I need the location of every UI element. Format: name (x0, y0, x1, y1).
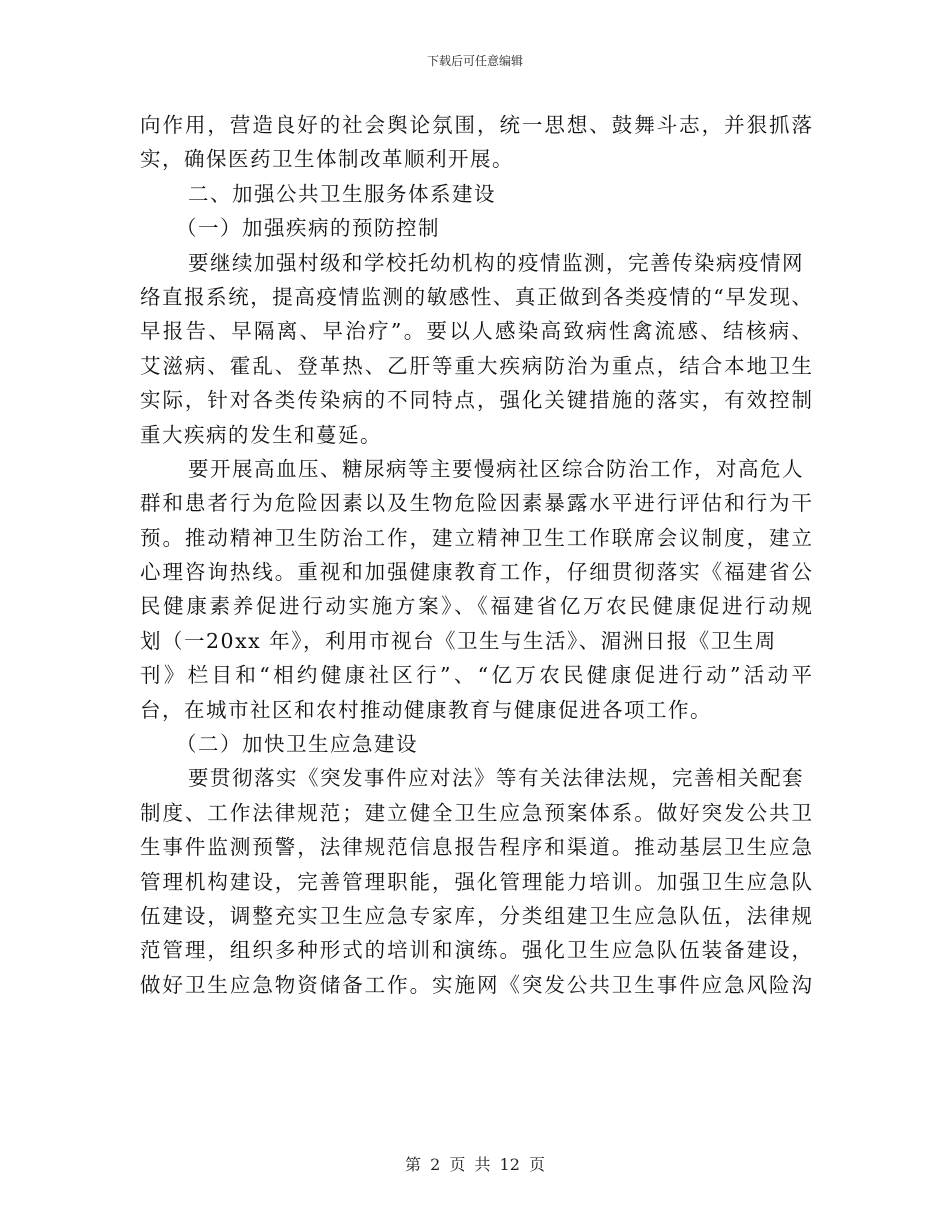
text-line: 生事件监测预警，法律规范信息报告程序和渠道。推动基层卫生应急 (140, 835, 812, 860)
text-line: 向作用，营造良好的社会舆论氛围，统一思想、鼓舞斗志，并狠抓落 (140, 113, 812, 137)
text-line: 制度、工作法律规范；建立健全卫生应急预案体系。做好突发公共卫 (140, 800, 812, 825)
section-heading: 二、加强公共卫生服务体系建设 (188, 181, 496, 206)
document-body (140, 108, 812, 1002)
subsection-heading: （一）加强疾病的预防控制 (176, 216, 440, 241)
text-line: 实，确保医药卫生体制改革顺利开展。 (140, 147, 514, 172)
text-line: 要开展高血压、糖尿病等主要慢病社区综合防治工作，对高危人 (188, 456, 804, 481)
text-line: 预。推动精神卫生防治工作，建立精神卫生工作联席会议制度，建立 (140, 525, 812, 550)
text-line: 管理机构建设，完善管理职能，强化管理能力培训。加强卫生应急队 (140, 869, 812, 894)
text-line: 台，在城市社区和农村推动健康教育与健康促进各项工作。 (140, 697, 712, 722)
text-line: 刊》栏目和“相约健康社区行”、“亿万农民健康促进行动”活动平 (140, 663, 812, 688)
text-line: 重大疾病的发生和蔓延。 (140, 422, 382, 447)
text-line: 络直报系统，提高疫情监测的敏感性、真正做到各类疫情的“早发现、 (140, 284, 812, 309)
text-line: 做好卫生应急物资储备工作。实施网《突发公共卫生事件应急风险沟 (140, 972, 812, 997)
text-line: 民健康素养促进行动实施方案》、《福建省亿万农民健康促进行动规 (140, 594, 812, 619)
text-line: 艾滋病、霍乱、登革热、乙肝等重大疾病防治为重点，结合本地卫生 (140, 353, 812, 378)
text-line: 要继续加强村级和学校托幼机构的疫情监测，完善传染病疫情网 (188, 250, 804, 275)
text-line: 实际，针对各类传染病的不同特点，强化关键措施的落实，有效控制 (140, 388, 812, 413)
text-line: 范管理，组织多种形式的培训和演练。强化卫生应急队伍装备建设， (140, 938, 812, 963)
page-number-footer: 第 2 页 共 12 页 (405, 1155, 545, 1174)
text-line: 划（一20xx 年》，利用市视台《卫生与生活》、湄洲日报《卫生周 (140, 628, 777, 653)
text-line: 心理咨询热线。重视和加强健康教育工作，仔细贯彻落实《福建省公 (140, 560, 812, 585)
text-line: 早报告、早隔离、早治疗”。要以人感染高致病性禽流感、结核病、 (140, 319, 812, 344)
text-line: 要贯彻落实《突发事件应对法》等有关法律法规，完善相关配套 (188, 766, 804, 791)
text-line: 伍建设，调整充实卫生应急专家库，分类组建卫生应急队伍，法律规 (140, 903, 812, 928)
page-header-note: 下载后可任意编辑 (426, 54, 523, 68)
subsection-heading: （二）加快卫生应急建设 (176, 732, 418, 757)
text-line: 群和患者行为危险因素以及生物危险因素暴露水平进行评估和行为干 (140, 491, 812, 516)
